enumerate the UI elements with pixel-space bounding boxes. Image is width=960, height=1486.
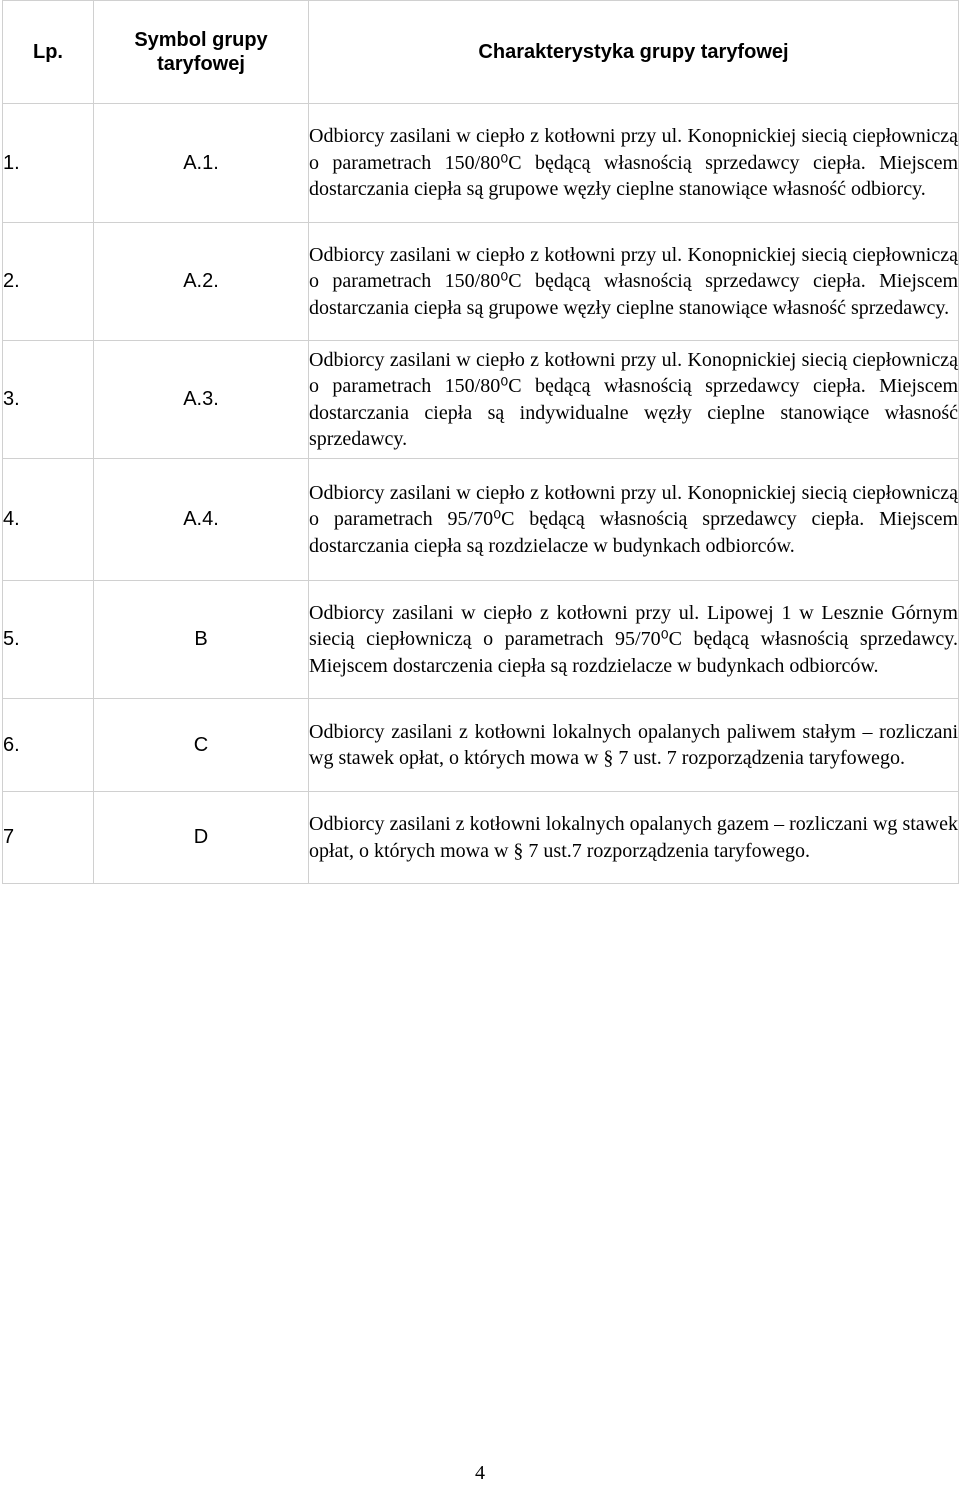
row-symbol: D [94, 792, 309, 884]
header-symbol: Symbol grupy taryfowej [94, 1, 309, 104]
table-row [3, 792, 959, 884]
row-description: Odbiorcy zasilani z kotłowni lokalnych opalanych gazem – rozliczani wg stawek opłat, o których mowa w § 7 ust.7 rozporządzenia taryfowego. [309, 792, 959, 884]
row-symbol: B [94, 581, 309, 699]
row-lp: 4. [3, 459, 94, 581]
row-symbol: C [94, 699, 309, 792]
table-row [3, 341, 959, 459]
row-description: Odbiorcy zasilani w ciepło z kotłowni przy ul. Konopnickiej siecią ciepłowniczą o parametrach 95/70⁰C będącą własnością sprzedawcy ciepła. Miejscem dostarczania ciepła są rozdzielacze w budynkach odbiorców. [309, 459, 959, 581]
row-lp: 3. [3, 341, 94, 459]
row-symbol: A.1. [94, 104, 309, 223]
row-description: Odbiorcy zasilani w ciepło z kotłowni przy ul. Lipowej 1 w Lesznie Górnym siecią ciepłowniczą o parametrach 95/70⁰C będącą własnością sprzedawcy. Miejscem dostarczenia ciepła są rozdzielacze w budynkach odbiorców. [309, 581, 959, 699]
table-row [3, 699, 959, 792]
header-lp: Lp. [3, 1, 94, 104]
table-row [3, 223, 959, 341]
row-description: Odbiorcy zasilani z kotłowni lokalnych opalanych paliwem stałym – rozliczani wg stawek opłat, o których mowa w § 7 ust. 7 rozporządzenia taryfowego. [309, 699, 959, 792]
table-row [3, 581, 959, 699]
page-number: 4 [475, 1462, 485, 1484]
table-row [3, 104, 959, 223]
table-row [3, 459, 959, 581]
row-lp: 7 [3, 792, 94, 884]
row-symbol: A.2. [94, 223, 309, 341]
tariff-groups-table [2, 0, 959, 884]
row-description: Odbiorcy zasilani w ciepło z kotłowni przy ul. Konopnickiej siecią ciepłowniczą o parametrach 150/80⁰C będącą własnością sprzedawcy ciepła. Miejscem dostarczania ciepła są indywidualne węzły cieplne stanowiące własność sprzedawcy. [309, 341, 959, 459]
row-lp: 5. [3, 581, 94, 699]
row-lp: 2. [3, 223, 94, 341]
row-description: Odbiorcy zasilani w ciepło z kotłowni przy ul. Konopnickiej siecią ciepłowniczą o parametrach 150/80⁰C będącą własnością sprzedawcy ciepła. Miejscem dostarczania ciepła są grupowe węzły cieplne stanowiące własność sprzedawcy. [309, 223, 959, 341]
row-lp: 6. [3, 699, 94, 792]
table-header-row [3, 1, 959, 104]
row-description: Odbiorcy zasilani w ciepło z kotłowni przy ul. Konopnickiej siecią ciepłowniczą o parametrach 150/80⁰C będącą własnością sprzedawcy ciepła. Miejscem dostarczania ciepła są grupowe węzły cieplne stanowiące własność odbiorcy. [309, 104, 959, 223]
row-lp: 1. [3, 104, 94, 223]
header-description: Charakterystyka grupy taryfowej [309, 1, 959, 104]
row-symbol: A.3. [94, 341, 309, 459]
row-symbol: A.4. [94, 459, 309, 581]
